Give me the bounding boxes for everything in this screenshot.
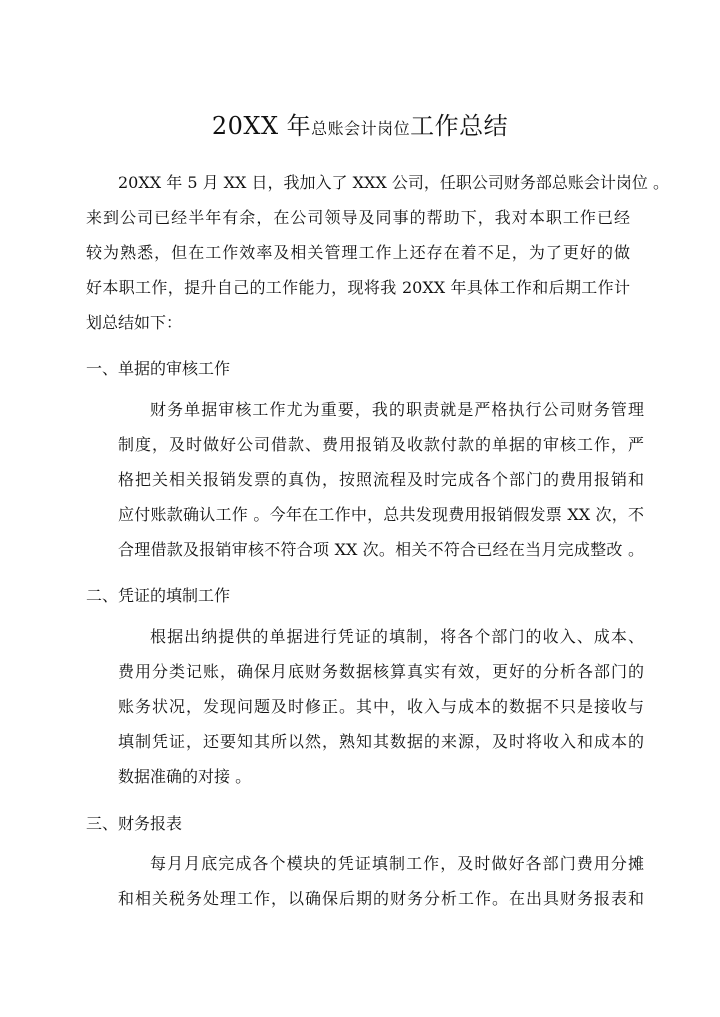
section-2-line-4: 填制凭证，还要知其所以然，熟知其数据的来源，及时将收入和成本的 — [118, 732, 644, 751]
document-title — [0, 110, 720, 145]
intro-line-2: 来到公司已经半年有余，在公司领导及同事的帮助下，我对本职工作已经 — [86, 208, 630, 227]
section-2-line-3: 账务状况，发现问题及时修正。其中，收入与成本的数据不只是接收与 — [118, 697, 644, 716]
title-summary: 工作总结 — [410, 112, 509, 140]
title-position: 总账会计岗位 — [311, 119, 411, 138]
section-1-heading: 一、单据的审核工作 — [86, 359, 231, 378]
section-1-line-3: 格把关相关报销发票的真伪，按照流程及时完成各个部门的费用报销和 — [118, 470, 644, 489]
section-3-line-2: 和相关税务处理工作，以确保后期的财务分析工作。在出具财务报表和 — [118, 889, 644, 908]
section-1-line-4: 应付账款确认工作 。今年在工作中，总共发现费用报销假发票 XX 次，不 — [118, 505, 644, 524]
section-2-line-2: 费用分类记账，确保月底财务数据核算真实有效，更好的分析各部门的 — [118, 662, 644, 681]
section-3-line-1: 每月月底完成各个模块的凭证填制工作，及时做好各部门费用分摊 — [150, 854, 644, 873]
intro-line-3: 较为熟悉，但在工作效率及相关管理工作上还存在着不足，为了更好的做 — [86, 243, 630, 262]
section-2-heading: 二、凭证的填制工作 — [86, 586, 231, 605]
intro-line-4: 好本职工作，提升自己的工作能力，现将我 20XX 年具体工作和后期工作计 — [86, 278, 630, 297]
section-2-line-5: 数据准确的对接 。 — [118, 767, 252, 786]
intro-line-1: 20XX 年 5 月 XX 日，我加入了 XXX 公司，任职公司财务部总账会计岗位 。 — [118, 173, 669, 192]
section-1-line-2: 制度，及时做好公司借款、费用报销及收款付款的单据的审核工作，严 — [118, 435, 644, 454]
section-1-line-1: 财务单据审核工作尤为重要，我的职责就是严格执行公司财务管理 — [150, 400, 644, 419]
title-year: 20XX 年 — [211, 112, 312, 140]
section-2-line-1: 根据出纳提供的单据进行凭证的填制，将各个部门的收入、成本、 — [150, 627, 644, 646]
section-1-line-5: 合理借款及报销审核不符合项 XX 次。相关不符合已经在当月完成整改 。 — [118, 540, 644, 559]
intro-line-5: 划总结如下： — [86, 313, 183, 332]
section-3-heading: 三、财务报表 — [86, 814, 183, 833]
